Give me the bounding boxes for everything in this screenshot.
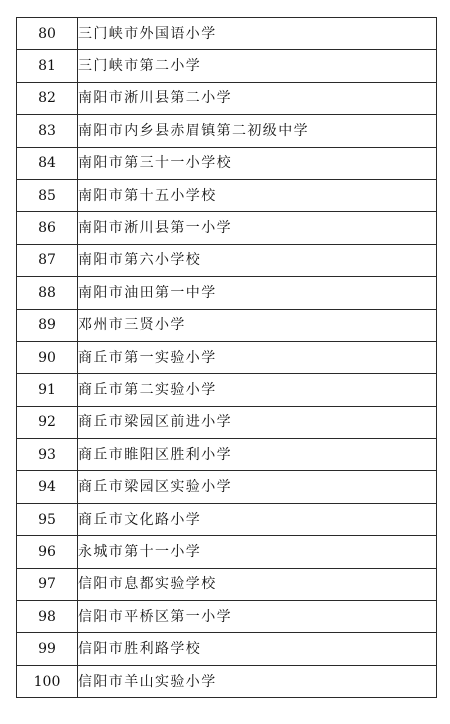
table-row [17,633,437,665]
school-name-cell: 信阳市胜利路学校 [78,633,437,665]
table-row [17,115,437,147]
school-name-cell: 信阳市羊山实验小学 [78,665,437,697]
table-row [17,601,437,633]
row-number-cell: 93 [17,439,78,471]
table-row [17,341,437,373]
school-name-cell: 商丘市梁园区实验小学 [78,471,437,503]
school-name-cell: 商丘市文化路小学 [78,503,437,535]
row-number-cell: 98 [17,601,78,633]
row-number-cell: 88 [17,277,78,309]
table-row [17,82,437,114]
table-row [17,536,437,568]
table-row [17,179,437,211]
school-name-cell: 南阳市淅川县第二小学 [78,82,437,114]
table-row [17,374,437,406]
school-name-cell: 商丘市睢阳区胜利小学 [78,439,437,471]
table-row [17,18,437,50]
row-number-cell: 97 [17,568,78,600]
table-row [17,406,437,438]
school-name-cell: 南阳市第六小学校 [78,244,437,276]
row-number-cell: 92 [17,406,78,438]
row-number-cell: 94 [17,471,78,503]
school-name-cell: 信阳市息都实验学校 [78,568,437,600]
table-row [17,50,437,82]
row-number-cell: 90 [17,341,78,373]
school-name-cell: 南阳市油田第一中学 [78,277,437,309]
table-row [17,147,437,179]
table-row [17,244,437,276]
table-row [17,212,437,244]
row-number-cell: 82 [17,82,78,114]
row-number-cell: 84 [17,147,78,179]
row-number-cell: 99 [17,633,78,665]
row-number-cell: 96 [17,536,78,568]
school-name-cell: 邓州市三贤小学 [78,309,437,341]
school-name-cell: 南阳市淅川县第一小学 [78,212,437,244]
school-name-cell: 南阳市第十五小学校 [78,179,437,211]
row-number-cell: 95 [17,503,78,535]
row-number-cell: 81 [17,50,78,82]
school-name-cell: 永城市第十一小学 [78,536,437,568]
row-number-cell: 91 [17,374,78,406]
table-row [17,309,437,341]
table-row [17,568,437,600]
row-number-cell: 87 [17,244,78,276]
row-number-cell: 86 [17,212,78,244]
table-row [17,439,437,471]
school-name-cell: 三门峡市外国语小学 [78,18,437,50]
row-number-cell: 89 [17,309,78,341]
school-list-table [16,17,437,698]
table-row [17,503,437,535]
row-number-cell: 100 [17,665,78,697]
school-name-cell: 南阳市第三十一小学校 [78,147,437,179]
table-row [17,471,437,503]
row-number-cell: 83 [17,115,78,147]
school-name-cell: 商丘市第二实验小学 [78,374,437,406]
table-row [17,665,437,697]
school-name-cell: 信阳市平桥区第一小学 [78,601,437,633]
table-body [17,18,437,698]
school-name-cell: 商丘市第一实验小学 [78,341,437,373]
school-name-cell: 商丘市梁园区前进小学 [78,406,437,438]
row-number-cell: 80 [17,18,78,50]
row-number-cell: 85 [17,179,78,211]
table-row [17,277,437,309]
school-name-cell: 南阳市内乡县赤眉镇第二初级中学 [78,115,437,147]
school-name-cell: 三门峡市第二小学 [78,50,437,82]
